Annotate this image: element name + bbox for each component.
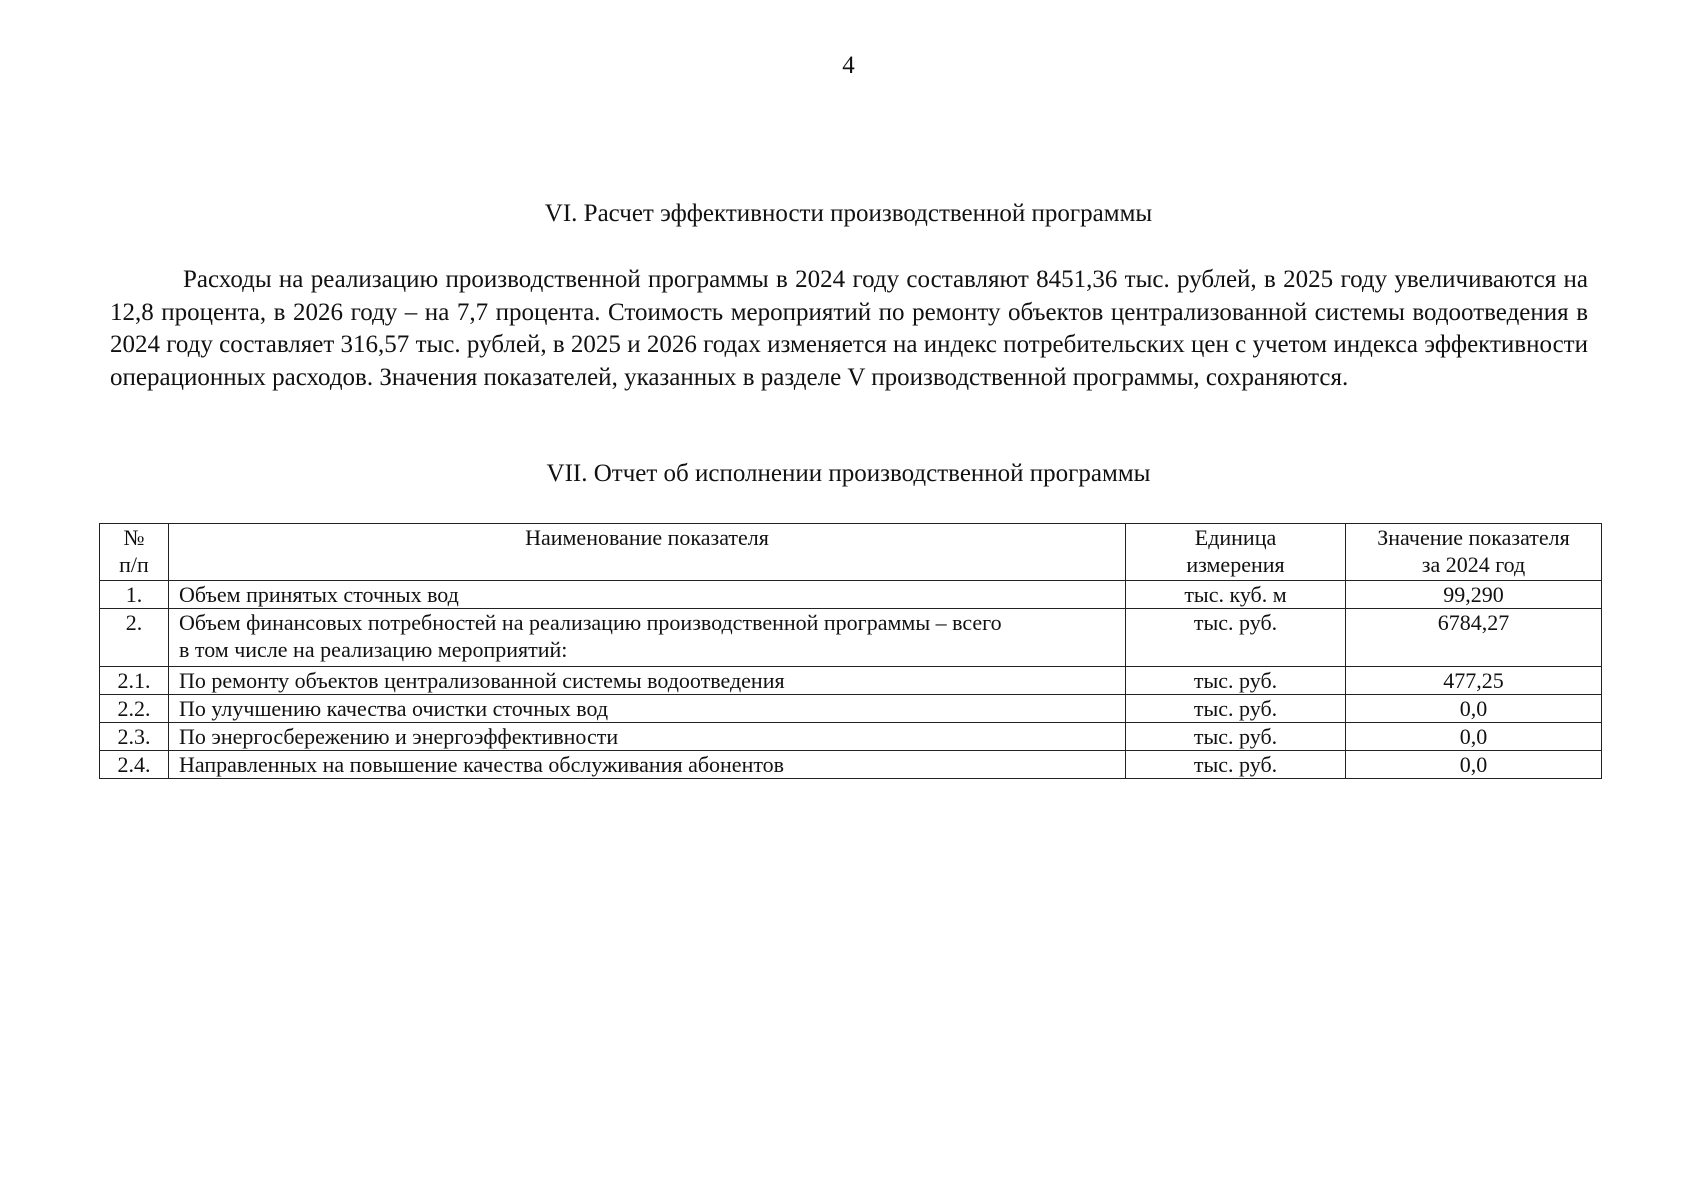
report-table [99, 523, 1602, 779]
row-name-line2: в том числе на реализацию мероприятий: [179, 637, 568, 662]
header-num [100, 524, 169, 581]
row-num: 2.4. [100, 751, 169, 779]
table-header-row [100, 524, 1602, 581]
table-row [100, 751, 1602, 779]
header-unit-line2: измерения [1186, 552, 1285, 577]
table-row [100, 695, 1602, 723]
row-value: 99,290 [1346, 581, 1602, 609]
row-unit: тыс. руб. [1126, 751, 1346, 779]
row-name [169, 609, 1126, 667]
page-number: 4 [842, 52, 855, 79]
table-row [100, 667, 1602, 695]
row-unit: тыс. руб. [1126, 723, 1346, 751]
row-num: 1. [100, 581, 169, 609]
row-value: 0,0 [1346, 723, 1602, 751]
row-unit: тыс. руб. [1126, 609, 1346, 667]
header-name-text: Наименование показателя [525, 525, 769, 550]
row-value: 477,25 [1346, 667, 1602, 695]
row-name-line1: Объем финансовых потребностей на реализацию производственной программы – всего [179, 610, 1002, 635]
row-num: 2.3. [100, 723, 169, 751]
row-unit: тыс. куб. м [1126, 581, 1346, 609]
header-value-line1: Значение показателя [1377, 525, 1570, 550]
row-name: Объем принятых сточных вод [169, 581, 1126, 609]
row-name: По энергосбережению и энергоэффективности [169, 723, 1126, 751]
header-num-line2: п/п [119, 552, 149, 577]
row-unit: тыс. руб. [1126, 667, 1346, 695]
row-value: 0,0 [1346, 751, 1602, 779]
row-unit: тыс. руб. [1126, 695, 1346, 723]
header-value [1346, 524, 1602, 581]
section-6-title: VI. Расчет эффективности производственной программы [544, 200, 1153, 227]
row-num: 2. [100, 609, 169, 667]
header-unit [1126, 524, 1346, 581]
header-num-line1: № [123, 525, 145, 550]
row-name: По ремонту объектов централизованной системы водоотведения [169, 667, 1126, 695]
row-num: 2.2. [100, 695, 169, 723]
row-value: 0,0 [1346, 695, 1602, 723]
section-6-paragraph: Расходы на реализацию производственной программы в 2024 году составляют 8451,36 тыс. рублей, в 2025 году увеличиваются на 12,8 процента, в 2026 году – на 7,7 процента. Стоимость мероприятий по ремонту объектов централизованной системы водоотведения в 2024 году составляет 316,57 тыс. рублей, в 2025 и 2026 годах изменяется на индекс потребительских цен с учетом индекса эффективности операционных расходов. Значения показателей, указанных в разделе V производственной программы, сохраняются. [110, 266, 1588, 391]
table-row [100, 723, 1602, 751]
row-name: По улучшению качества очистки сточных вод [169, 695, 1126, 723]
row-value: 6784,27 [1346, 609, 1602, 667]
row-num: 2.1. [100, 667, 169, 695]
table-row [100, 581, 1602, 609]
header-value-line2: за 2024 год [1421, 552, 1526, 577]
header-name [169, 524, 1126, 581]
section-7-title: VII. Отчет об исполнении производственной программы [546, 460, 1151, 487]
table-row [100, 609, 1602, 667]
row-name: Направленных на повышение качества обслуживания абонентов [169, 751, 1126, 779]
header-unit-line1: Единица [1194, 525, 1277, 550]
